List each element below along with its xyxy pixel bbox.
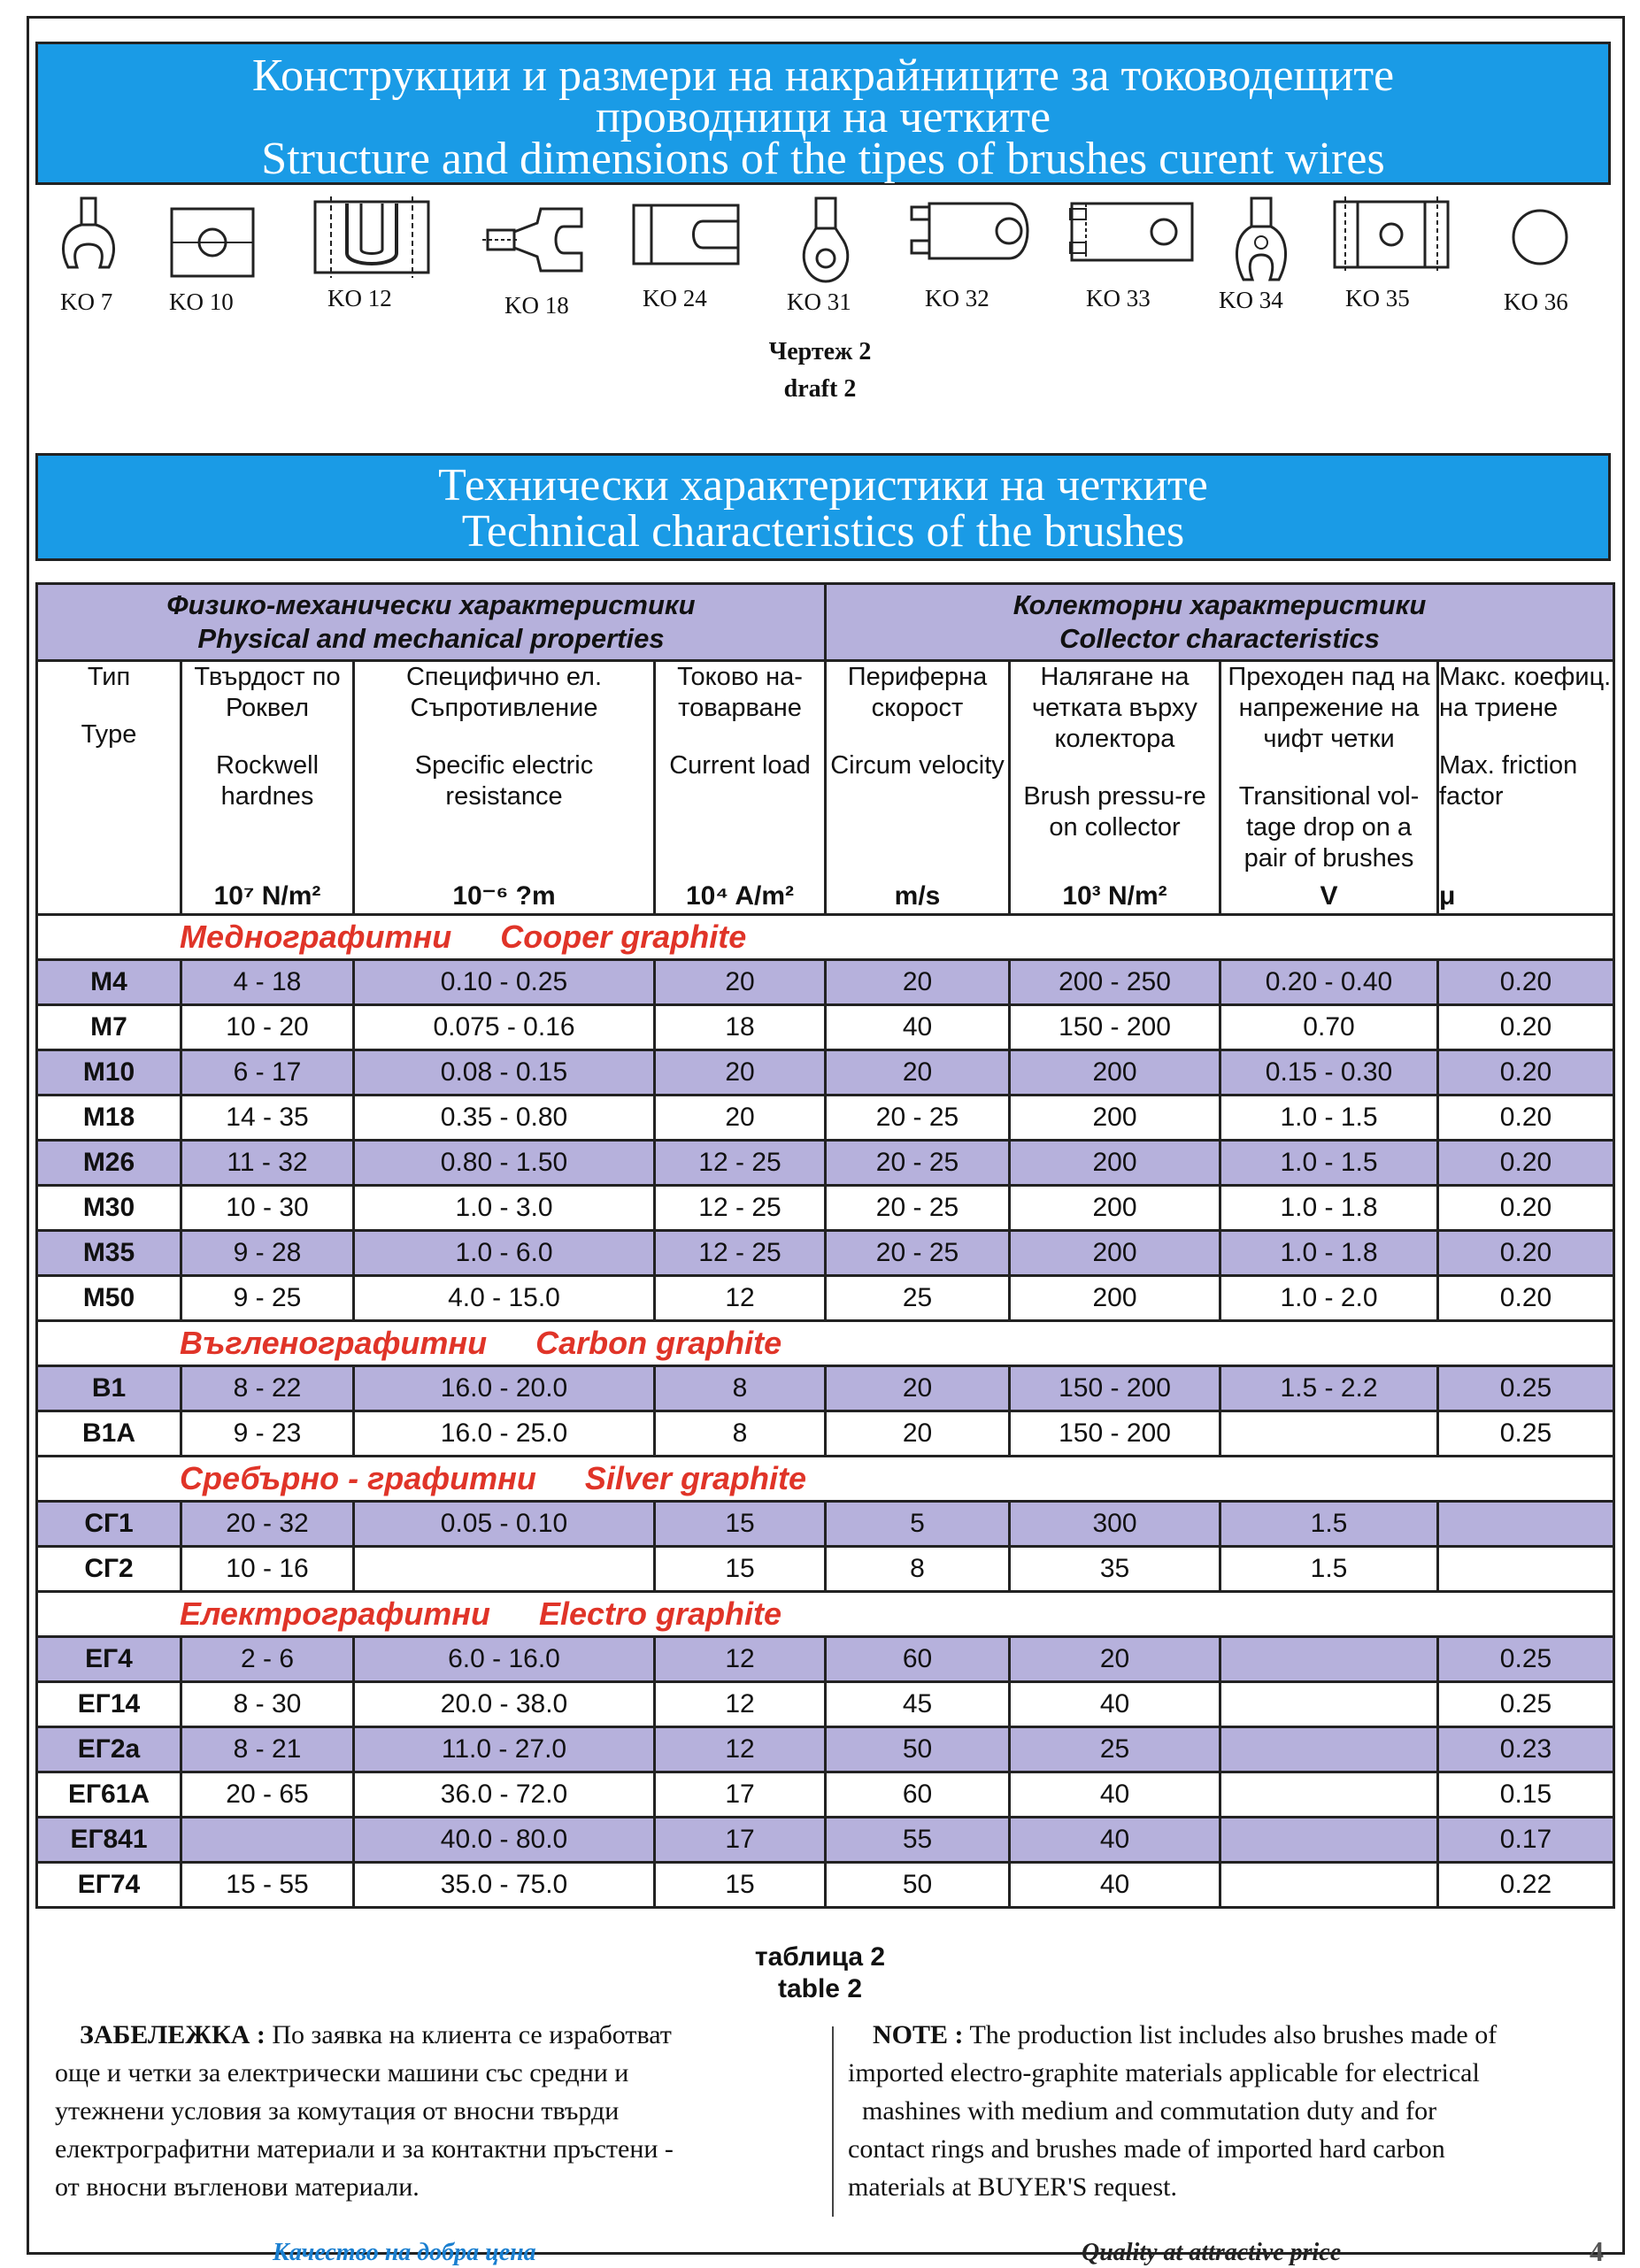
column-header-en: Brush pressu-re on collector: [1023, 782, 1206, 842]
footer-slogan-en: Quality at attractive price: [1082, 2239, 1342, 2266]
table-cell: [1220, 1727, 1438, 1772]
table-row: [37, 1682, 1614, 1727]
table-cell: [1220, 1863, 1438, 1908]
terminal-label: KO 32: [925, 285, 989, 311]
terminal-ko7: [53, 196, 124, 315]
column-header-bg: Периферна скорост: [847, 663, 988, 722]
table-cell: 20 - 25: [826, 1231, 1010, 1276]
drawing-caption-en: draft 2: [783, 375, 857, 403]
table-cell: 20 - 25: [826, 1186, 1010, 1231]
brush-type-cell: M50: [37, 1276, 181, 1321]
table-cell: 1.0 - 1.8: [1220, 1231, 1438, 1276]
terminal-label: KO 36: [1504, 288, 1568, 315]
table-cell: 6.0 - 16.0: [354, 1637, 655, 1682]
table-cell: 12: [655, 1276, 826, 1321]
terminal-ko31: [787, 196, 861, 315]
table-cell: 9 - 28: [181, 1231, 354, 1276]
column-header-en: Circum velocity: [830, 751, 1005, 780]
terminal-label: KO 7: [60, 288, 113, 315]
u-clamp-terminal-icon: [312, 196, 432, 278]
terminal-label: KO 18: [504, 292, 569, 319]
table-cell: 25: [1010, 1727, 1220, 1772]
table-cell: 16.0 - 25.0: [354, 1411, 655, 1457]
table-row: [37, 1411, 1614, 1457]
terminal-label: KO 33: [1086, 285, 1151, 311]
column-header-en: Max. friction factor: [1439, 751, 1578, 811]
brush-type-cell: ЕГ61А: [37, 1772, 181, 1818]
ring-terminal-icon: [792, 196, 859, 285]
column-header: [826, 661, 1010, 915]
table-cell: [1438, 1547, 1614, 1592]
table-cell: 1.0 - 2.0: [1220, 1276, 1438, 1321]
category-en: Electro graphite: [539, 1595, 782, 1632]
brush-type-cell: B1A: [37, 1411, 181, 1457]
table-cell: 60: [826, 1637, 1010, 1682]
table-cell: 0.80 - 1.50: [354, 1141, 655, 1186]
column-header: [1438, 661, 1614, 915]
table-row: [37, 1005, 1614, 1050]
brush-type-cell: СГ2: [37, 1547, 181, 1592]
category-title: [37, 1457, 1614, 1502]
table-cell: 9 - 25: [181, 1276, 354, 1321]
table-cell: [1220, 1411, 1438, 1457]
category-en: Silver graphite: [584, 1460, 806, 1496]
physical-group-bg: Физико-механически характеристики: [166, 589, 696, 620]
table-cell: [354, 1547, 655, 1592]
table-cell: 8 - 30: [181, 1682, 354, 1727]
table-caption-en: table 2: [777, 1974, 863, 2003]
table-row: [37, 1818, 1614, 1863]
table-cell: 9 - 23: [181, 1411, 354, 1457]
table-cell: 8 - 22: [181, 1366, 354, 1411]
table-cell: [1220, 1637, 1438, 1682]
table-cell: 5: [826, 1502, 1010, 1547]
technical-title-bg: Технически характеристики на четките: [438, 460, 1208, 511]
column-header: [37, 661, 181, 915]
group-header-row: [37, 584, 1614, 661]
column-unit: μ: [1439, 881, 1456, 911]
terminal-ko10: [164, 196, 261, 315]
table-cell: 0.17: [1438, 1818, 1614, 1863]
table-cell: 0.20: [1438, 1276, 1614, 1321]
table-cell: 20: [826, 1366, 1010, 1411]
table-cell: 150 - 200: [1010, 1411, 1220, 1457]
table-cell: 15 - 55: [181, 1863, 354, 1908]
table-cell: 0.10 - 0.25: [354, 960, 655, 1005]
table-row: [37, 1141, 1614, 1186]
column-header-bg: Преходен пад на напрежение на чифт четки: [1228, 663, 1430, 753]
table-cell: 0.25: [1438, 1366, 1614, 1411]
table-row: [37, 1231, 1614, 1276]
table-cell: 12: [655, 1727, 826, 1772]
category-en: Carbon graphite: [535, 1325, 782, 1361]
table-cell: 1.5 - 2.2: [1220, 1366, 1438, 1411]
table-cell: 15: [655, 1502, 826, 1547]
terminal-label: KO 34: [1219, 287, 1283, 313]
column-unit: 10⁴ A/m²: [685, 881, 795, 911]
table-cell: 4.0 - 15.0: [354, 1276, 655, 1321]
table-cell: 20: [826, 1411, 1010, 1457]
terminal-ko32: [909, 196, 1042, 311]
table-row: [37, 1502, 1614, 1547]
table-cell: 12: [655, 1682, 826, 1727]
table-cell: 8: [826, 1547, 1010, 1592]
table-cell: 50: [826, 1727, 1010, 1772]
table-cell: 6 - 17: [181, 1050, 354, 1096]
table-cell: 1.0 - 1.5: [1220, 1141, 1438, 1186]
table-cell: 0.08 - 0.15: [354, 1050, 655, 1096]
note-en-line: materials at BUYER'S request.: [848, 2172, 1177, 2202]
table-cell: 1.5: [1220, 1547, 1438, 1592]
table-cell: 1.5: [1220, 1502, 1438, 1547]
table-row: [37, 1186, 1614, 1231]
note-bg-line: утежнени условия за комутация от вносни твърди: [55, 2096, 620, 2126]
column-header-bg: Макс. коефиц. на триене: [1439, 663, 1612, 722]
note-en-line: contact rings and brushes made of imported hard carbon: [848, 2134, 1445, 2164]
table-cell: 12 - 25: [655, 1186, 826, 1231]
table-cell: 0.20: [1438, 1096, 1614, 1141]
table-cell: 20: [655, 1096, 826, 1141]
terminal-label: KO 10: [169, 288, 234, 315]
table-row: [37, 1366, 1614, 1411]
column-header-en: Current load: [669, 751, 811, 780]
column-header: [1010, 661, 1220, 915]
note-en-line: The production list includes also brushes made of: [969, 2020, 1498, 2049]
structure-banner: [35, 42, 1611, 185]
note-english: [848, 2016, 1618, 2206]
category-title: [37, 1321, 1614, 1366]
fork-clamp-terminal-icon: [482, 196, 589, 281]
table-cell: 11 - 32: [181, 1141, 354, 1186]
table-cell: 20: [826, 1050, 1010, 1096]
terminal-label: KO 12: [327, 285, 392, 311]
table-cell: 0.20: [1438, 1141, 1614, 1186]
terminal-ko35: [1329, 196, 1453, 311]
table-cell: 20 - 25: [826, 1096, 1010, 1141]
column-header-en: Type: [81, 720, 137, 749]
table-cell: 0.20: [1438, 1050, 1614, 1096]
page-number: 4: [1590, 2235, 1604, 2267]
table-cell: 8 - 21: [181, 1727, 354, 1772]
terminal-label: KO 24: [643, 285, 707, 311]
category-row: [37, 1457, 1614, 1502]
brush-type-cell: B1: [37, 1366, 181, 1411]
table-cell: 10 - 20: [181, 1005, 354, 1050]
table-cell: 20.0 - 38.0: [354, 1682, 655, 1727]
brush-type-cell: M10: [37, 1050, 181, 1096]
table-cell: 14 - 35: [181, 1096, 354, 1141]
table-cell: 8: [655, 1366, 826, 1411]
table-cell: [1220, 1772, 1438, 1818]
column-header-en: Rockwell hardnes: [215, 751, 320, 811]
table-cell: 18: [655, 1005, 826, 1050]
double-block-terminal-icon: [1331, 196, 1451, 271]
table-cell: 36.0 - 72.0: [354, 1772, 655, 1818]
table-cell: 40: [1010, 1863, 1220, 1908]
brush-type-cell: M26: [37, 1141, 181, 1186]
table-cell: 10 - 30: [181, 1186, 354, 1231]
note-en-line: mashines with medium and commutation duty and for: [862, 2096, 1437, 2126]
collector-group-bg: Колекторни характеристики: [1012, 589, 1427, 620]
table-row: [37, 1547, 1614, 1592]
table-cell: 200: [1010, 1231, 1220, 1276]
brush-type-cell: ЕГ14: [37, 1682, 181, 1727]
technical-title-en: Technical characteristics of the brushes: [461, 506, 1185, 557]
table-cell: 40: [826, 1005, 1010, 1050]
table-cell: 60: [826, 1772, 1010, 1818]
table-cell: 200 - 250: [1010, 960, 1220, 1005]
table-row: [37, 1772, 1614, 1818]
terminal-drawings: [49, 196, 1606, 329]
collector-group-header: [826, 584, 1614, 661]
table-cell: 0.70: [1220, 1005, 1438, 1050]
table-row: [37, 1096, 1614, 1141]
table-cell: [1220, 1682, 1438, 1727]
table-cell: 0.15: [1438, 1772, 1614, 1818]
column-header-en: Transitional vol-tage drop on a pair of brushes: [1238, 782, 1420, 873]
category-bg: Въгленографитни: [180, 1325, 488, 1361]
table-cell: 40.0 - 80.0: [354, 1818, 655, 1863]
table-cell: 0.25: [1438, 1411, 1614, 1457]
table-cell: 150 - 200: [1010, 1005, 1220, 1050]
category-row: [37, 1592, 1614, 1637]
physical-group-header: [37, 584, 826, 661]
column-header-bg: Токово на-товарване: [677, 663, 803, 722]
table-cell: 200: [1010, 1186, 1220, 1231]
category-title: [37, 915, 1614, 960]
table-cell: 200: [1010, 1050, 1220, 1096]
table-cell: 20 - 32: [181, 1502, 354, 1547]
table-cell: 40: [1010, 1818, 1220, 1863]
table-cell: 12 - 25: [655, 1231, 826, 1276]
column-header-bg: Твърдост по Роквел: [194, 663, 341, 722]
column-unit: V: [1320, 881, 1338, 911]
category-row: [37, 915, 1614, 960]
flat-clamp-terminal-icon: [630, 196, 742, 267]
collector-group-en: Collector characteristics: [1059, 623, 1380, 654]
terminal-ko34: [1219, 196, 1297, 313]
fork-terminal-icon: [58, 196, 119, 285]
table-cell: [1220, 1818, 1438, 1863]
table-cell: 200: [1010, 1276, 1220, 1321]
column-unit: m/s: [894, 881, 941, 911]
round-terminal-icon: [1505, 196, 1575, 267]
column-header-bg: Тип: [87, 663, 131, 691]
table-row: [37, 1727, 1614, 1772]
table-cell: 1.0 - 1.8: [1220, 1186, 1438, 1231]
note-bg-line: от вносни въгленови материали.: [55, 2172, 420, 2202]
table-cell: 0.20: [1438, 1005, 1614, 1050]
column-unit: 10³ N/m²: [1062, 881, 1167, 911]
column-unit: 10⁷ N/m²: [213, 881, 321, 911]
category-bg: Сребърно - графитни: [180, 1460, 536, 1496]
table-cell: 0.20: [1438, 960, 1614, 1005]
table-cell: 0.075 - 0.16: [354, 1005, 655, 1050]
table-row: [37, 1863, 1614, 1908]
note-en-label: NOTE :: [873, 2020, 964, 2049]
structure-title-bg-2: проводници на четките: [595, 92, 1051, 142]
table-cell: 40: [1010, 1682, 1220, 1727]
column-header: [655, 661, 826, 915]
table-cell: 0.23: [1438, 1727, 1614, 1772]
table-cell: 0.15 - 0.30: [1220, 1050, 1438, 1096]
notes-divider: [832, 2026, 834, 2217]
physical-group-en: Physical and mechanical properties: [197, 623, 665, 654]
table-cell: 20: [826, 960, 1010, 1005]
table-cell: 35: [1010, 1547, 1220, 1592]
terminal-ko18: [482, 196, 589, 319]
structure-title-en: Structure and dimensions of the tipes of brushes curent wires: [261, 134, 1385, 184]
table-cell: 4 - 18: [181, 960, 354, 1005]
footer-slogan-bg: Качество на добра цена: [273, 2239, 536, 2266]
category-en: Cooper graphite: [500, 919, 747, 955]
table-cell: 150 - 200: [1010, 1366, 1220, 1411]
table-cell: 0.05 - 0.10: [354, 1502, 655, 1547]
column-header: [181, 661, 354, 915]
table-cell: 200: [1010, 1096, 1220, 1141]
table-cell: 1.0 - 6.0: [354, 1231, 655, 1276]
category-title: [37, 1592, 1614, 1637]
brush-type-cell: M7: [37, 1005, 181, 1050]
table-cell: 20: [655, 1050, 826, 1096]
table-row: [37, 960, 1614, 1005]
block-terminal-icon: [168, 196, 257, 281]
table-cell: 35.0 - 75.0: [354, 1863, 655, 1908]
terminal-ko12: [310, 196, 434, 311]
brush-type-cell: M30: [37, 1186, 181, 1231]
table-cell: 10 - 16: [181, 1547, 354, 1592]
column-header-row: [37, 661, 1614, 915]
table-cell: 300: [1010, 1502, 1220, 1547]
structure-title-bg-1: Конструкции и размери на накрайниците за тоководещите: [251, 50, 1395, 101]
table-cell: 15: [655, 1863, 826, 1908]
table-cell: 20 - 25: [826, 1141, 1010, 1186]
note-bg-label: ЗАБЕЛЕЖКА :: [80, 2020, 266, 2049]
column-header: [1220, 661, 1438, 915]
terminal-ko36: [1500, 196, 1580, 315]
table-cell: 2 - 6: [181, 1637, 354, 1682]
brush-type-cell: ЕГ841: [37, 1818, 181, 1863]
table-row: [37, 1050, 1614, 1096]
table-cell: 0.22: [1438, 1863, 1614, 1908]
table-cell: 17: [655, 1818, 826, 1863]
brush-type-cell: СГ1: [37, 1502, 181, 1547]
table-cell: 50: [826, 1863, 1010, 1908]
note-bg-line: електрографитни материали и за контактни пръстени -: [55, 2134, 674, 2164]
table-cell: [1438, 1502, 1614, 1547]
table-cell: 16.0 - 20.0: [354, 1366, 655, 1411]
note-bg-line: По заявка на клиента се изработват: [272, 2020, 672, 2049]
table-cell: 25: [826, 1276, 1010, 1321]
brush-type-cell: M35: [37, 1231, 181, 1276]
category-bg: Меднографитни: [180, 919, 452, 955]
table-cell: 20: [655, 960, 826, 1005]
plate-terminal-icon: [1068, 196, 1197, 267]
table-cell: 11.0 - 27.0: [354, 1727, 655, 1772]
table-caption-bg: таблица 2: [754, 1942, 886, 1972]
table-cell: 0.20: [1438, 1231, 1614, 1276]
characteristics-table: [35, 582, 1615, 1909]
brush-type-cell: ЕГ74: [37, 1863, 181, 1908]
brush-type-cell: ЕГ4: [37, 1637, 181, 1682]
terminal-label: KO 35: [1345, 285, 1410, 311]
table-cell: [181, 1818, 354, 1863]
tab-terminal-icon: [910, 196, 1041, 267]
table-cell: 12 - 25: [655, 1141, 826, 1186]
table-cell: 0.20: [1438, 1186, 1614, 1231]
table-cell: 15: [655, 1547, 826, 1592]
table-cell: 12: [655, 1637, 826, 1682]
brush-type-cell: ЕГ2а: [37, 1727, 181, 1772]
terminal-label: KO 31: [787, 288, 851, 315]
table-cell: 55: [826, 1818, 1010, 1863]
note-bulgarian: [55, 2016, 825, 2206]
table-cell: 0.35 - 0.80: [354, 1096, 655, 1141]
terminal-ko33: [1066, 196, 1199, 311]
table-cell: 1.0 - 3.0: [354, 1186, 655, 1231]
column-header-bg: Налягане на четката върху колектора: [1032, 663, 1197, 753]
table-cell: 0.20 - 0.40: [1220, 960, 1438, 1005]
category-bg: Електрографитни: [180, 1595, 490, 1632]
column-header-bg: Специфично ел. Съпротивление: [405, 663, 603, 722]
drawing-caption-bg: Чертеж 2: [768, 338, 872, 365]
table-cell: 20: [1010, 1637, 1220, 1682]
column-header: [354, 661, 655, 915]
table-cell: 20 - 65: [181, 1772, 354, 1818]
table-cell: 17: [655, 1772, 826, 1818]
table-row: [37, 1276, 1614, 1321]
table-cell: 40: [1010, 1772, 1220, 1818]
table-row: [37, 1637, 1614, 1682]
table-cell: 8: [655, 1411, 826, 1457]
column-unit: 10⁻⁶ ?m: [452, 881, 556, 911]
column-header-en: Specific electric resistance: [414, 751, 594, 811]
table-cell: 0.25: [1438, 1682, 1614, 1727]
note-bg-line: още и четки за електрически машини със средни и: [55, 2058, 629, 2087]
brush-type-cell: M18: [37, 1096, 181, 1141]
technical-banner: [35, 453, 1611, 561]
table-cell: 0.25: [1438, 1637, 1614, 1682]
table-cell: 200: [1010, 1141, 1220, 1186]
table-cell: 1.0 - 1.5: [1220, 1096, 1438, 1141]
terminal-ko24: [628, 196, 743, 311]
note-en-line: imported electro-graphite materials applicable for electrical: [848, 2058, 1480, 2087]
table-cell: 45: [826, 1682, 1010, 1727]
category-row: [37, 1321, 1614, 1366]
brush-type-cell: M4: [37, 960, 181, 1005]
fork-lug-terminal-icon: [1228, 196, 1295, 285]
